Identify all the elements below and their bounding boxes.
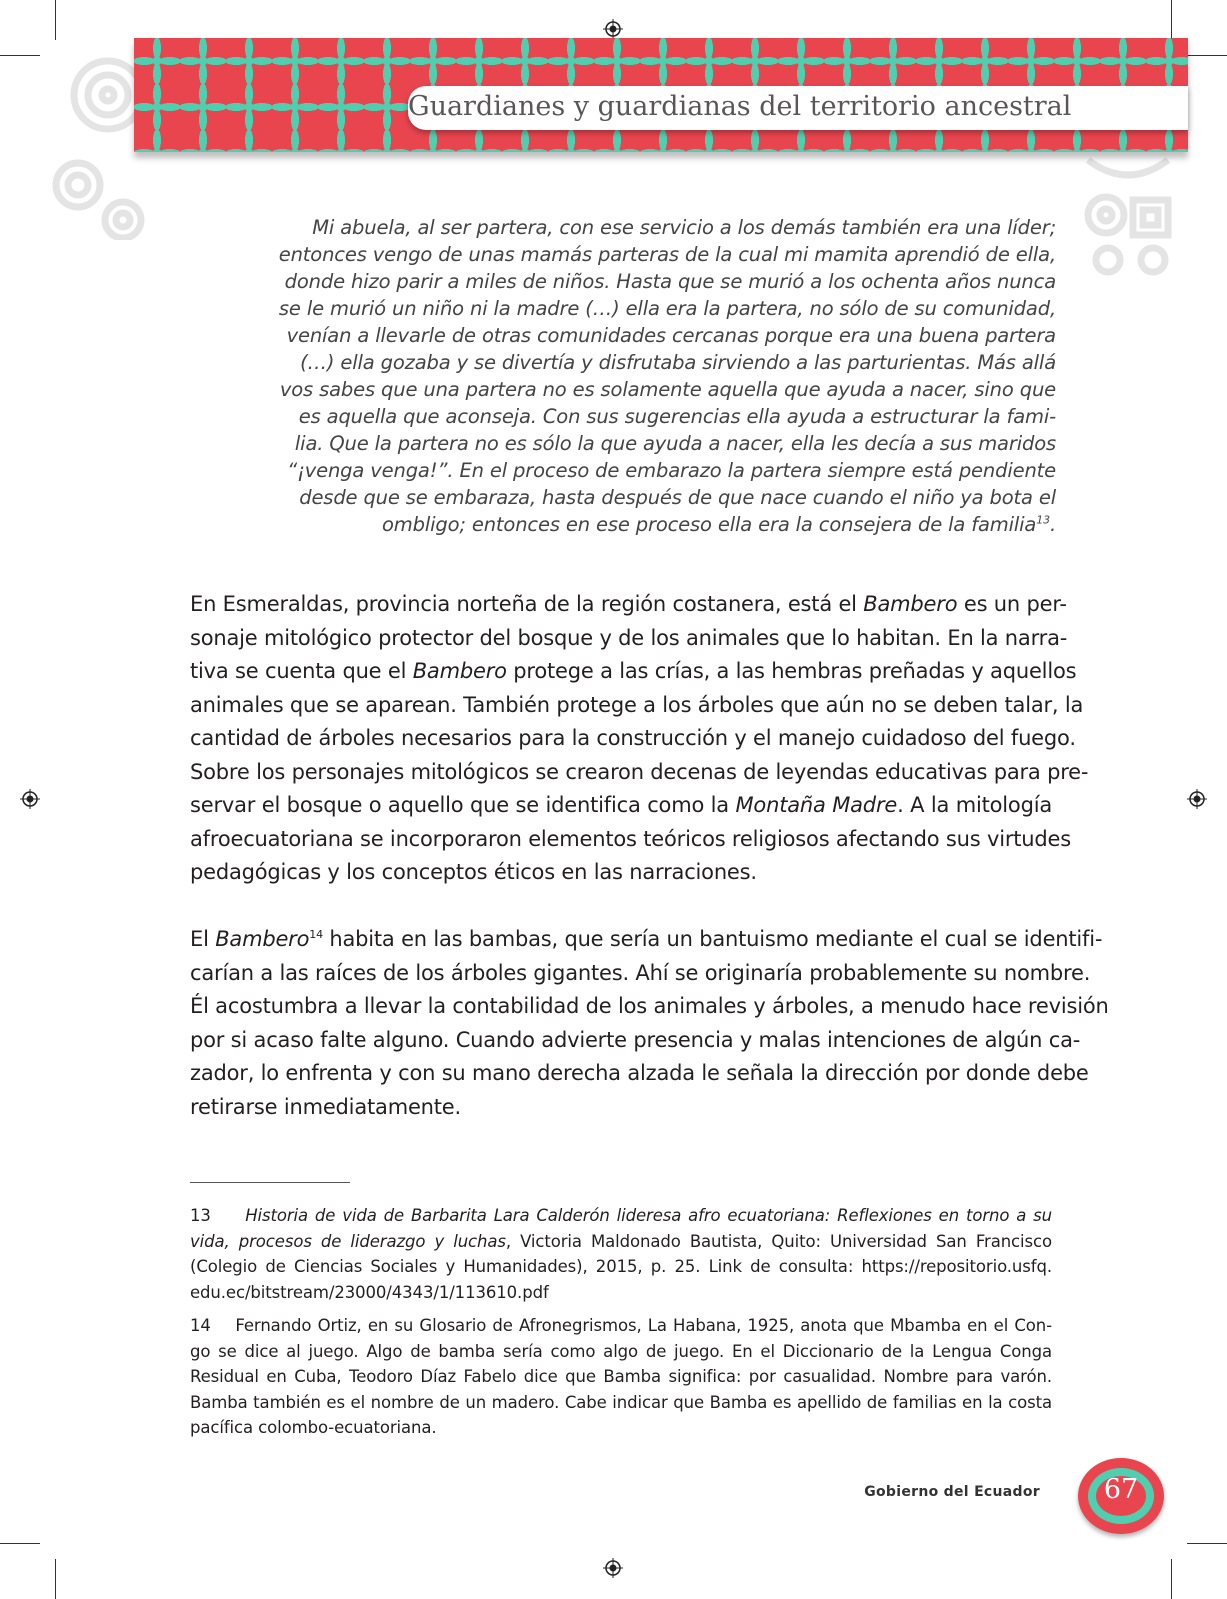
text-run: protege a las crías, a las hembras preñadas y aquellos: [506, 659, 1077, 683]
text-run: . A la mitología: [897, 793, 1052, 817]
footnote-divider: [190, 1182, 350, 1183]
footnote-line: Residual en Cuba, Teodoro Díaz Fabelo dice que Bamba significa: por casualidad. Nombre para varón.: [190, 1367, 1052, 1386]
body-line: [190, 789, 1052, 823]
quote-line: entonces vengo de unas mamás parteras de la cual mi mamita aprendió de ella,: [278, 243, 1056, 266]
body-line: zador, lo enfrenta y con su mano derecha alzada le señala la dirección por donde debe: [190, 1061, 1089, 1085]
body-paragraph-1: [190, 588, 1089, 890]
text-run: servar el bosque o aquello que se identifica como la: [190, 793, 736, 817]
text-run: habita en las bambas, que sería un bantuismo mediante el cual se identifi-: [322, 927, 1103, 951]
text-run: , Victoria Maldonado Bautista, Quito: Universidad San Francisco: [505, 1231, 1052, 1251]
footnote-line: Bamba también es el nombre de un madero. Cabe indicar que Bamba es apellido de familias en la costa: [190, 1392, 1052, 1412]
footnote-ref-13[interactable]: 13: [1036, 513, 1050, 527]
header-title-box: [408, 86, 1188, 130]
page-number-badge: [1078, 1458, 1164, 1534]
decorative-swirl-icon: [1078, 150, 1178, 280]
text-run: tiva se cuenta que el: [190, 659, 413, 683]
body-line: pedagógicas y los conceptos éticos en las narraciones.: [190, 860, 757, 884]
quote-end: .: [1049, 513, 1056, 536]
footnote-number: 13: [190, 1206, 211, 1225]
footnote-line: pacífica colombo-ecuatoriana.: [190, 1418, 437, 1437]
registration-mark-icon: [603, 1558, 623, 1578]
body-paragraph-2: [190, 923, 1109, 1124]
body-line: por si acaso falte alguno. Cuando advierte presencia y malas intenciones de algún ca-: [190, 1027, 1081, 1052]
running-header-title: Guardianes y guardianas del territorio ancestral: [408, 91, 1072, 122]
footnote-title: Historia de vida de Barbarita Lara Calderón lideresa afro ecuatoriana: Reflexiones en torno a su: [245, 1206, 1052, 1225]
body-line: [190, 923, 1103, 957]
quote-line: vos sabes que una partera no es solamente aquella que ayuda a nacer, sino que: [279, 378, 1056, 401]
crop-mark: [0, 1543, 40, 1544]
body-line: animales que se aparean. También protege a los árboles que aún no se deben talar, la: [190, 692, 1084, 717]
footnote-line: [190, 1313, 1052, 1339]
crop-mark: [1171, 1559, 1172, 1599]
footnote-13: [190, 1203, 1052, 1305]
quote-line: “¡venga venga!”. En el proceso de embarazo la partera siempre está pendiente: [287, 459, 1056, 482]
footnote-line: (Colegio de Ciencias Sociales y Humanidades), 2015, p. 25. Link de consulta: https://repositorio.usfq.: [190, 1257, 1052, 1276]
text-run: es un per-: [957, 592, 1067, 616]
crop-mark: [55, 1559, 56, 1599]
quote-line: (…) ella gozaba y se divertía y disfrutaba sirviendo a las parturientas. Más allá: [300, 351, 1056, 374]
footnote-number: 14: [190, 1316, 211, 1335]
text-run: En Esmeraldas, provincia norteña de la región costanera, está el: [190, 592, 864, 616]
quote-line: lia. Que la partera no es sólo la que ayuda a nacer, ella les decía a sus maridos: [294, 432, 1056, 455]
quote-line: venían a llevarle de otras comunidades cercanas porque era una buena partera: [286, 324, 1056, 347]
quote-line: es aquella que aconseja. Con sus sugerencias ella ayuda a estructurar la fami-: [298, 405, 1056, 428]
quote-line: desde que se embaraza, hasta después de que nace cuando el niño ya bota el: [299, 486, 1056, 509]
emphasis-bambero: Bambero: [215, 927, 310, 951]
crop-mark: [1171, 0, 1172, 40]
body-line: cantidad de árboles necesarios para la construcción y el manejo cuidadoso del fuego.: [190, 726, 1076, 750]
body-line: sonaje mitológico protector del bosque y de los animales que lo habitan. En la narra-: [190, 625, 1068, 650]
footnote-title: vida, procesos de liderazgo y luchas: [190, 1231, 506, 1251]
body-line: afroecuatoriana se incorporaron elementos teóricos religiosos afectando sus virtudes: [190, 826, 1072, 851]
emphasis-bambero: Bambero: [412, 659, 507, 683]
quote-line: donde hizo parir a miles de niños. Hasta que se murió a los ochenta años nunca: [284, 270, 1056, 293]
body-line: Él acostumbra a llevar la contabilidad de los animales y árboles, a menudo hace revisión: [190, 994, 1109, 1018]
body-line: carían a las raíces de los árboles gigantes. Ahí se originaría probablemente su nombre.: [190, 960, 1091, 985]
footnote-line: go se dice al juego. Algo de bamba sería como algo de juego. En el Diccionario de la Lengua Conga: [190, 1341, 1052, 1361]
emphasis-bambero: Bambero: [863, 592, 958, 616]
registration-mark-icon: [603, 19, 623, 39]
text-run: El: [190, 927, 216, 951]
registration-mark-icon: [20, 789, 40, 809]
crop-mark: [1187, 1543, 1227, 1544]
page-number: 67: [1103, 1474, 1139, 1505]
decorative-swirl-icon: [38, 40, 148, 240]
crop-mark: [1187, 55, 1227, 56]
crop-mark: [0, 55, 40, 56]
publisher-label: Gobierno del Ecuador: [864, 1484, 1040, 1500]
text-run: Fernando Ortiz, en su Glosario de Afronegrismos, La Habana, 1925, anota que Mbamba en el Con-: [235, 1316, 1052, 1335]
quote-line: [238, 511, 1056, 538]
footnote-link[interactable]: edu.ec/bitstream/23000/4343/1/113610.pdf: [190, 1282, 549, 1302]
footnote-14: [190, 1313, 1052, 1441]
crop-mark: [55, 0, 56, 40]
body-line: Sobre los personajes mitológicos se crearon decenas de leyendas educativas para pre-: [190, 759, 1089, 784]
quote-line: Mi abuela, al ser partera, con ese servicio a los demás también era una líder;: [312, 216, 1056, 239]
emphasis-montana-madre: Montaña Madre: [735, 793, 898, 817]
body-line: [190, 588, 1067, 622]
body-line: retirarse inmediatamente.: [190, 1094, 462, 1119]
footnote-line: [190, 1229, 1052, 1255]
registration-mark-icon: [1187, 789, 1207, 809]
quote-line: se le murió un niño ni la madre (…) ella era la partera, no sólo de su comunidad,: [278, 297, 1056, 320]
testimony-quote: [238, 214, 1056, 538]
footnote-ref-14[interactable]: 14: [309, 928, 323, 941]
footnote-line: [190, 1203, 1052, 1229]
quote-last-text: ombligo; entonces en ese proceso ella era la consejera de la familia: [382, 513, 1037, 536]
body-line: [190, 655, 1077, 689]
